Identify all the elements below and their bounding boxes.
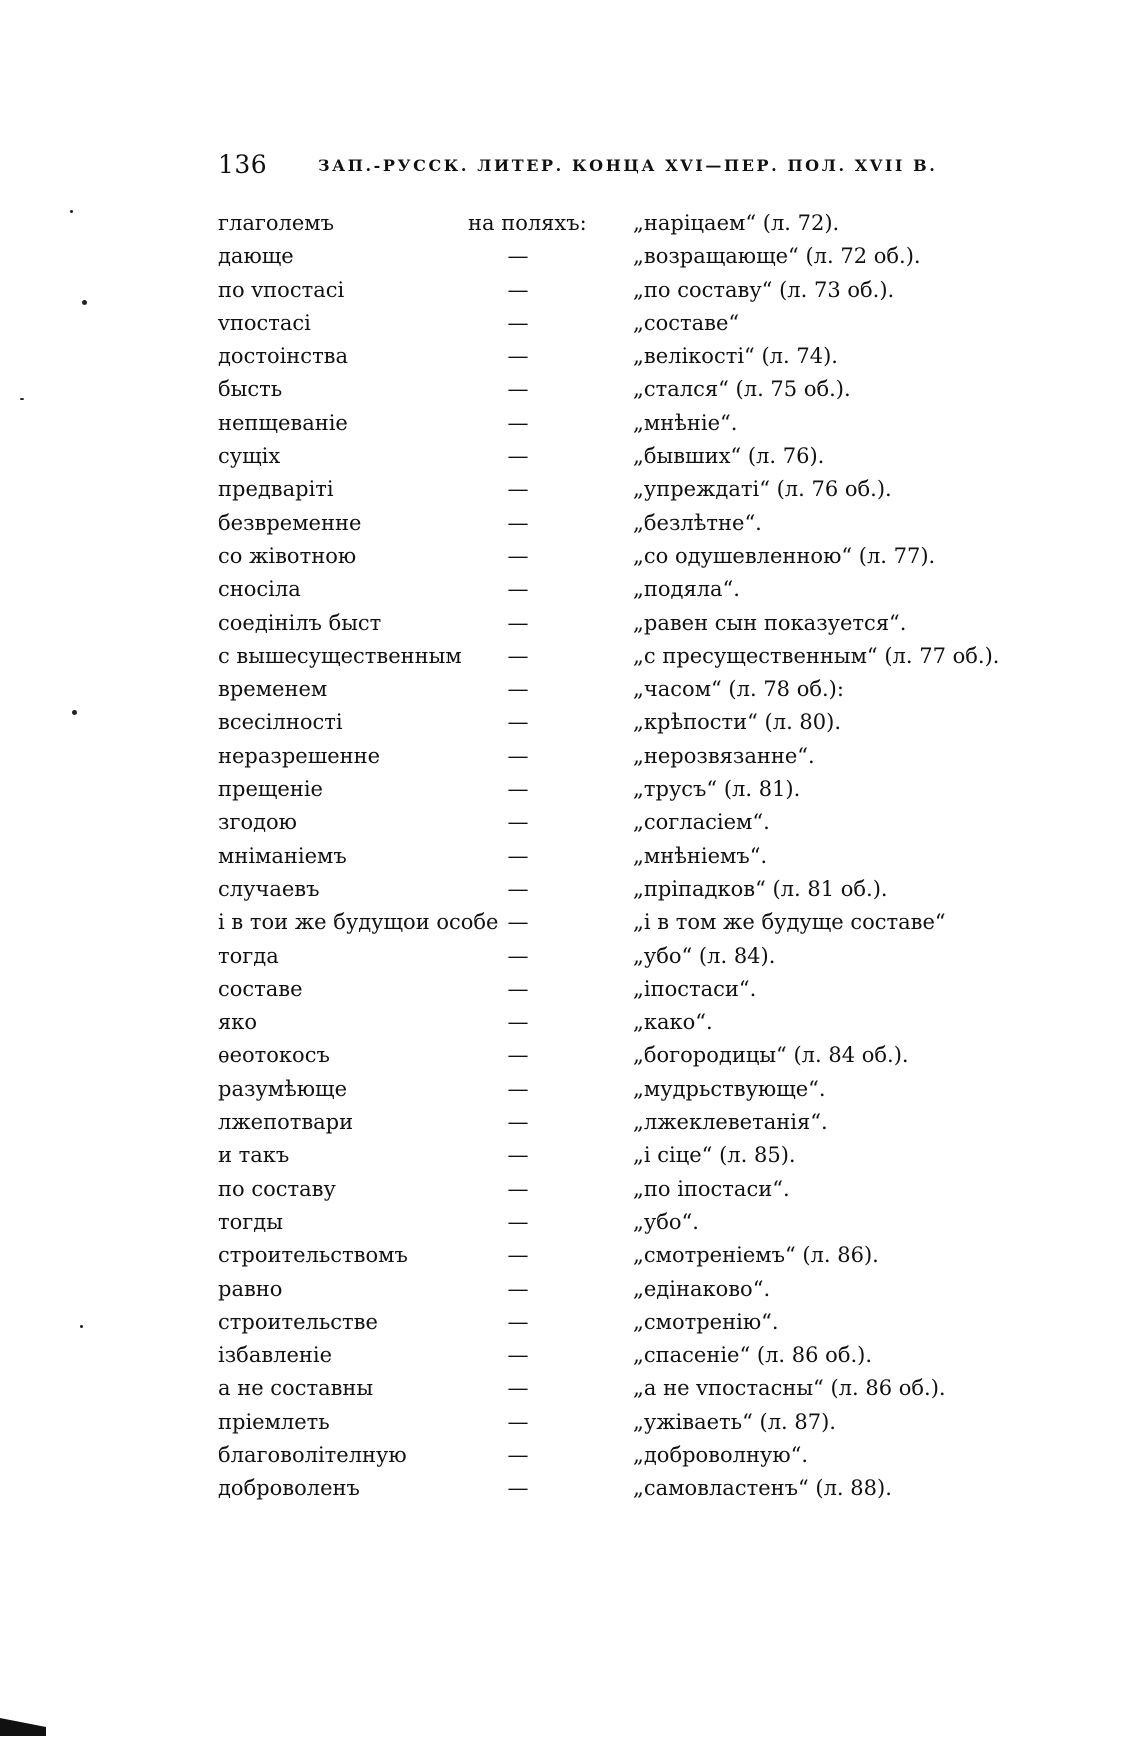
glossary-entry [218,607,1038,640]
entry-mark: — [507,710,529,735]
scan-speck [82,300,87,305]
entry-term: сущіх [218,444,281,469]
entry-gloss: „бывших“ (л. 76). [633,444,825,469]
entry-mark: — [507,377,529,402]
entry-mark: — [507,1209,529,1234]
entry-mark: — [507,1309,529,1334]
glossary-entry [218,507,1038,540]
entry-term: vпостасі [218,310,311,335]
entry-gloss: „нерозвязанне“. [633,743,815,768]
entry-term: прещеніе [218,777,323,802]
entry-term: благоволітелную [218,1442,407,1467]
entry-term: пріемлеть [218,1409,330,1434]
entry-mark: — [507,976,529,1001]
entry-term: тогды [218,1209,283,1234]
entry-mark: — [507,643,529,668]
entry-gloss: „самовластенъ“ (л. 88). [633,1476,892,1501]
entry-mark: — [507,1343,529,1368]
entry-mark: — [507,910,529,935]
entry-mark: — [507,777,529,802]
entry-term: доброволенъ [218,1476,360,1501]
entry-mark: — [507,1442,529,1467]
glossary-entry [218,1139,1038,1172]
entry-term: мніманіемъ [218,843,347,868]
entry-term: а не составны [218,1376,374,1401]
entry-gloss: „пріпадков“ (л. 81 об.). [633,876,888,901]
entry-gloss: „спасеніе“ (л. 86 об.). [633,1343,873,1368]
glossary-entry [218,207,1038,240]
entry-gloss: „со одушевленною“ (л. 77). [633,543,936,568]
entry-mark: — [507,277,529,302]
glossary-entry [218,540,1038,573]
scan-speck [72,710,77,715]
glossary-entry [218,1472,1038,1505]
entry-mark: — [507,1176,529,1201]
entry-mark: — [507,577,529,602]
entry-mark: — [507,743,529,768]
entry-term: разумѣюще [218,1076,348,1101]
entry-term: лжепотвари [218,1110,354,1135]
entry-term: непщеваніе [218,410,348,435]
entry-mark: — [507,876,529,901]
entry-gloss: „согласіем“. [633,810,770,835]
entry-term: яко [218,1010,258,1035]
running-head: ЗАП.-РУССК. ЛИТЕР. КОНЦА XVI—ПЕР. ПОЛ. XVII В. [318,156,938,175]
glossary-entry [218,673,1038,706]
glossary-entry [218,1173,1038,1206]
entry-mark: — [507,1276,529,1301]
entry-term: ізбавленіе [218,1343,333,1368]
page-number: 136 [218,150,268,179]
entry-term: составе [218,976,303,1001]
entry-term: по составу [218,1176,336,1201]
entry-mark: — [507,1476,529,1501]
entry-gloss: „с пресущественным“ (л. 77 об.). [633,643,1000,668]
glossary-entry [218,274,1038,307]
entry-mark: — [507,1043,529,1068]
entry-gloss: „велікості“ (л. 74). [633,344,838,369]
entry-gloss: „по составу“ (л. 73 об.). [633,277,895,302]
entry-term: і в тои же будущои особе [218,910,499,935]
glossary-entry [218,940,1038,973]
entry-term: сносіла [218,577,301,602]
entry-gloss: „мнѣніе“. [633,410,738,435]
entry-mark: — [507,543,529,568]
glossary-entry [218,1106,1038,1139]
entry-gloss: „наріцаем“ (л. 72). [633,211,840,235]
scan-speck [80,1325,83,1328]
entry-mark: — [507,1409,529,1434]
entry-term: глаголемъ [218,211,334,235]
entry-term: с вышесущественным [218,643,462,668]
glossary-entry [218,1273,1038,1306]
glossary-entry [218,873,1038,906]
entry-mark: — [507,1076,529,1101]
glossary-entry [218,473,1038,506]
entry-gloss: „возращающе“ (л. 72 об.). [633,244,921,269]
entry-mark: на поляхъ: [468,211,587,235]
entry-term: неразрешенне [218,743,381,768]
glossary-entry [218,1073,1038,1106]
entry-gloss: „убо“. [633,1209,699,1234]
page-header [218,150,978,184]
entry-mark: — [507,510,529,535]
entry-mark: — [507,244,529,269]
entry-gloss: „а не vпостасны“ (л. 86 об.). [633,1376,946,1401]
entry-mark: — [507,477,529,502]
entry-gloss: „стался“ (л. 75 об.). [633,377,851,402]
entry-mark: — [507,1243,529,1268]
glossary-entry [218,440,1038,473]
entry-term: дающе [218,244,294,269]
scan-corner-mark [0,1718,46,1736]
entry-term: временем [218,677,328,702]
entry-mark: — [507,1110,529,1135]
glossary-entry [218,573,1038,606]
glossary-entry [218,706,1038,739]
glossary-list [218,207,1038,1506]
entry-gloss: „составе“ [633,310,740,335]
entry-gloss: „едінаково“. [633,1276,771,1301]
entry-mark: — [507,444,529,469]
entry-gloss: „трусъ“ (л. 81). [633,777,801,802]
glossary-entry [218,806,1038,839]
entry-gloss: „по іпостаси“. [633,1176,790,1201]
entry-term: тогда [218,943,279,968]
entry-mark: — [507,344,529,369]
entry-gloss: „і в том же будуще составе“ [633,910,946,935]
entry-mark: — [507,843,529,868]
entry-gloss: „смотреніемъ“ (л. 86). [633,1243,879,1268]
entry-gloss: „убо“ (л. 84). [633,943,776,968]
glossary-entry [218,407,1038,440]
entry-mark: — [507,1010,529,1035]
entry-term: предваріті [218,477,334,502]
entry-term: по vпостасі [218,277,345,302]
entry-gloss: „равен сын показуется“. [633,610,907,635]
glossary-entry [218,840,1038,873]
scan-speck [70,210,73,213]
glossary-entry [218,1406,1038,1439]
entry-gloss: „богородицы“ (л. 84 об.). [633,1043,909,1068]
scan-speck [20,398,24,400]
entry-mark: — [507,1143,529,1168]
entry-term: и такъ [218,1143,290,1168]
glossary-entry [218,973,1038,1006]
entry-term: всесілності [218,710,343,735]
glossary-entry [218,1206,1038,1239]
entry-gloss: „іпостаси“. [633,976,757,1001]
entry-gloss: „подяла“. [633,577,740,602]
entry-term: строительстве [218,1309,378,1334]
entry-gloss: „і сіце“ (л. 85). [633,1143,796,1168]
entry-gloss: „како“. [633,1010,713,1035]
glossary-entry [218,1439,1038,1472]
entry-mark: — [507,943,529,968]
entry-term: безвременне [218,510,362,535]
glossary-entry [218,906,1038,939]
glossary-entry [218,307,1038,340]
entry-gloss: „смотренію“. [633,1309,779,1334]
entry-term: бысть [218,377,283,402]
glossary-entry [218,773,1038,806]
entry-term: соедінілъ быст [218,610,382,635]
entry-gloss: „безлѣтне“. [633,510,762,535]
entry-mark: — [507,610,529,635]
glossary-entry [218,340,1038,373]
entry-term: згодою [218,810,297,835]
entry-gloss: „ужіваеть“ (л. 87). [633,1409,836,1434]
entry-mark: — [507,410,529,435]
entry-term: строительствомъ [218,1243,408,1268]
entry-gloss: „доброволную“. [633,1442,809,1467]
glossary-entry [218,1306,1038,1339]
entry-term: равно [218,1276,283,1301]
glossary-entry [218,1339,1038,1372]
glossary-entry [218,740,1038,773]
entry-gloss: „мнѣніемъ“. [633,843,768,868]
entry-mark: — [507,677,529,702]
glossary-entry [218,240,1038,273]
entry-gloss: „упреждаті“ (л. 76 об.). [633,477,892,502]
entry-gloss: „часом“ (л. 78 об.): [633,677,844,702]
glossary-entry [218,1372,1038,1405]
glossary-entry [218,640,1038,673]
entry-term: ѳеотокосъ [218,1043,330,1068]
entry-gloss: „лжеклеветанія“. [633,1110,828,1135]
entry-mark: — [507,310,529,335]
entry-mark: — [507,810,529,835]
entry-gloss: „мудрьствующе“. [633,1076,826,1101]
entry-term: достоінства [218,344,349,369]
entry-term: случаевъ [218,876,320,901]
glossary-entry [218,1239,1038,1272]
glossary-entry [218,1039,1038,1072]
entry-gloss: „крѣпости“ (л. 80). [633,710,842,735]
entry-term: со жівотною [218,543,357,568]
glossary-entry [218,1006,1038,1039]
glossary-entry [218,373,1038,406]
entry-mark: — [507,1376,529,1401]
